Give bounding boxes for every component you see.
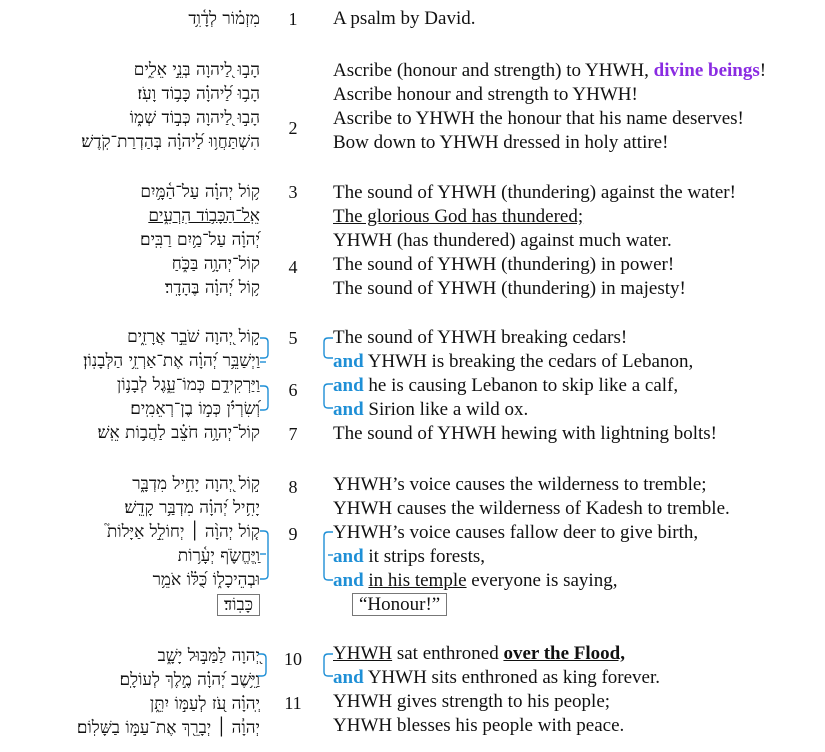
verse-number: 4 — [288, 257, 298, 277]
english-line — [333, 546, 485, 568]
verse-number: 2 — [288, 118, 298, 138]
hebrew-line: קוֹל־יְהוָ֥ה חֹצֵ֗ב לַהֲב֥וֹת אֵֽשׁ׃ — [97, 423, 260, 443]
verse-number: 8 — [288, 477, 298, 497]
english-line: YHWH’s voice causes the wilderness to tremble; — [333, 474, 707, 495]
hebrew-line: ק֥וֹל יְ֝הוָ֗ה בֶּהָדָֽר׃ — [164, 278, 260, 298]
verse-number: 5 — [288, 328, 298, 348]
hebrew-line: וַיַּרְקִידֵ֥ם כְּמוֹ־עֵ֑גֶל לְבָנ֥וֹן — [116, 375, 260, 395]
hebrew-line: ק֤וֹל יְהוָ֨ה ׀ יְחוֹלֵ֣ל אַיָּלוֹת֮ — [106, 522, 260, 542]
english-line: The sound of YHWH (thundering) in power! — [333, 254, 675, 275]
english-line — [333, 399, 528, 421]
english-punct: ! — [759, 60, 767, 81]
hebrew-line: יְ֝הוָ֗ה עַל־מַ֥יִם רַבִּֽים׃ — [139, 230, 260, 250]
hebrew-line: קוֹל־יְהוָ֥ה בַּכֹּ֑חַ — [171, 254, 260, 274]
hebrew-line: יְ֭הוָה לַמַּבּ֣וּל יָשָׁ֑ב — [157, 646, 260, 666]
english-underlined: in his temple — [368, 570, 467, 591]
hebrew-line: וַיֵּ֥שֶׁב יְ֝הוָ֗ה מֶ֣לֶךְ לְעוֹלָֽם׃ — [119, 670, 260, 690]
english-line — [352, 594, 447, 616]
english-line — [333, 643, 625, 665]
english-text: Sirion like a wild ox. — [368, 399, 529, 420]
verse-number: 11 — [284, 693, 302, 713]
english-line — [333, 60, 766, 82]
hebrew-line: וּבְהֵיכָל֑וֹ כֻּ֝לּ֗וֹ אֹמֵ֥ר — [152, 570, 260, 590]
hebrew-bracket — [256, 650, 270, 690]
english-line: A psalm by David. — [333, 8, 476, 29]
english-text: it strips forests, — [368, 546, 486, 567]
hebrew-line — [217, 594, 260, 616]
hebrew-line: ק֥וֹל יְהוָ֗ה עַל־הַ֫מָּ֥יִם — [140, 182, 260, 202]
english-line — [333, 351, 693, 373]
hebrew-line-underlined: אֵֽל־הַכָּב֥וֹד הִרְעִ֑ים — [148, 206, 260, 226]
english-bold: over the Flood, — [503, 643, 625, 664]
english-bracket — [320, 528, 336, 588]
verse-number: 3 — [288, 182, 298, 202]
conjunction-and: and — [333, 667, 364, 688]
hebrew-line: הָב֣וּ לַ֭יהוָה כְּב֣וֹד שְׁמ֑וֹ — [129, 108, 260, 128]
verse-number: 10 — [284, 649, 302, 669]
hebrew-line: מִזְמ֗וֹר לְדָ֫וִ֥ד — [188, 9, 260, 29]
hebrew-line: וַֽיֶּחֱשֹׂ֪ף יְעָ֫ר֥וֹת — [177, 546, 260, 566]
english-line: Bow down to YHWH dressed in holy attire! — [333, 132, 669, 153]
hebrew-line: יְהוָ֓ה ׀ יְבָרֵ֖ךְ אֶת־עַמּ֣וֹ בַשָּׁלֽוֹם׃ — [76, 718, 260, 738]
english-text: sat enthroned — [396, 643, 499, 664]
verse-number: 6 — [288, 380, 298, 400]
hebrew-line: וְ֝שִׂרְיֹ֗ן כְּמ֣וֹ בֶן־רְאֵמִֽים׃ — [130, 399, 260, 419]
english-line: The sound of YHWH hewing with lightning bolts! — [333, 423, 718, 444]
conjunction-and: and — [333, 375, 364, 396]
english-bracket — [320, 650, 336, 690]
conjunction-and: and — [333, 399, 364, 420]
english-line: YHWH (has thundered) against much water. — [333, 230, 672, 251]
conjunction-and: and — [333, 570, 364, 591]
english-text: YHWH sits enthroned as king forever. — [367, 667, 661, 688]
english-text: he is causing Lebanon to skip like a calf, — [368, 375, 679, 396]
hebrew-line — [134, 59, 260, 81]
verse-number: 9 — [288, 524, 298, 544]
english-line — [333, 667, 660, 689]
verse-number: 1 — [288, 9, 298, 29]
english-text: everyone is saying, — [471, 570, 618, 591]
english-line: The sound of YHWH (thundering) in majesty! — [333, 278, 686, 299]
conjunction-and: and — [333, 351, 364, 372]
english-line: Ascribe honour and strength to YHWH! — [333, 84, 638, 105]
hebrew-line: הָב֥וּ לַ֝יהוָ֗ה כָּב֥וֹד וָעֹֽז׃ — [137, 84, 260, 104]
english-line-underlined: The glorious God has thundered; — [333, 206, 584, 227]
english-line: The sound of YHWH breaking cedars! — [333, 327, 628, 348]
hebrew-line: ק֣וֹל יְ֭הוָה שֹׁבֵ֣ר אֲרָזִ֑ים — [127, 327, 260, 347]
hebrew-line: יְֽהוָ֗ה עֹ֭ז לְעַמּ֣וֹ יִתֵּ֑ן — [149, 694, 260, 714]
english-text: Ascribe (honour and strength) to YHWH, — [333, 60, 649, 81]
english-line: YHWH blesses his people with peace. — [333, 715, 625, 736]
english-text: YHWH is breaking the cedars of Lebanon, — [367, 351, 694, 372]
english-line: The sound of YHWH (thundering) against the water! — [333, 182, 736, 203]
divine-beings-highlight: divine beings — [653, 60, 760, 81]
hebrew-line: וַיְשַׁבֵּ֥ר יְ֝הוָ֗ה אֶת־אַרְזֵ֥י הַלְּבָנֽוֹן׃ — [83, 351, 260, 371]
hebrew-line: ק֣וֹל יְ֭הוָה יָחִ֣יל מִדְבָּ֑ר — [132, 474, 260, 494]
english-line: Ascribe to YHWH the honour that his name deserves! — [333, 108, 744, 129]
honour-box-hebrew: כָּבֽוֹד׃ — [217, 594, 260, 616]
english-line: YHWH gives strength to his people; — [333, 691, 611, 712]
hebrew-line: יָחִ֥יל יְ֝הוָ֗ה מִדְבַּ֥ר קָדֵֽשׁ׃ — [124, 498, 260, 518]
hebrew-line-text: הָב֣וּ לַ֭יהוָה בְּנֵ֣י אֵלִ֑ים — [133, 60, 260, 80]
honour-box-english: “Honour!” — [352, 593, 447, 616]
verse-number: 7 — [288, 424, 298, 444]
hebrew-line: הִשְׁתַּחֲו֥וּ לַ֝יהוָ֗ה בְּהַדְרַת־קֹֽדֶשׁ׃ — [81, 132, 260, 152]
hebrew-bracket — [258, 527, 272, 587]
english-line — [333, 570, 617, 592]
conjunction-and: and — [333, 546, 364, 567]
hebrew-bracket — [258, 334, 272, 424]
english-underlined: YHWH — [333, 643, 393, 664]
english-bracket — [320, 334, 336, 424]
english-line: YHWH’s voice causes fallow deer to give birth, — [333, 522, 699, 543]
english-line — [333, 375, 678, 397]
english-line: YHWH causes the wilderness of Kadesh to tremble. — [333, 498, 730, 519]
